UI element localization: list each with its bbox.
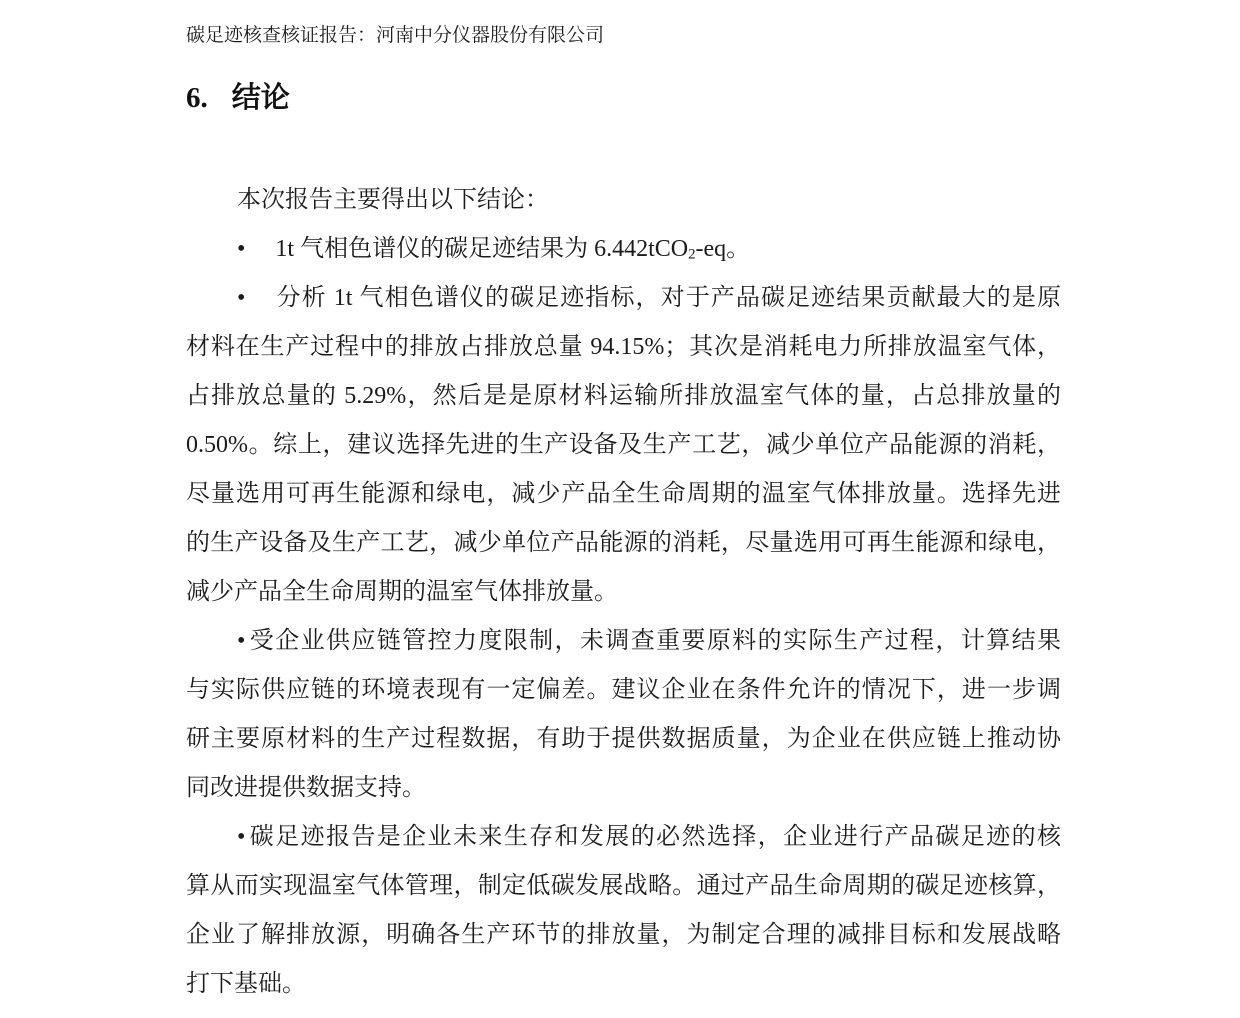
text-segment: 碳足迹报告是企业未来生存和发展的必然选择，企业进行产品碳足迹的核 (248, 824, 1061, 850)
text-line (186, 960, 1061, 1009)
bullet-marker: • (237, 824, 246, 850)
text-segment: 同改进提供数据支持。 (186, 775, 426, 801)
text-line (186, 568, 1061, 617)
running-header: 碳足迹核查核证报告：河南中分仪器股份有限公司 (186, 25, 605, 46)
paragraph-bullet (186, 813, 1061, 1009)
text-segment: 分析 1t 气相色谱仪的碳足迹指标，对于产品碳足迹结果贡献最大的是原 (275, 285, 1061, 311)
bullet-marker: • (237, 285, 246, 311)
text-segment: 1t 气相色谱仪的碳足迹结果为 6.442tCO (275, 236, 689, 262)
section-title: 结论 (231, 82, 290, 114)
text-line (186, 617, 1061, 666)
text-line (186, 764, 1061, 813)
text-segment: 受企业供应链管控力度限制，未调查重要原料的实际生产过程，计算结果 (248, 628, 1061, 654)
text-line (186, 862, 1061, 911)
text-segment: 尽量选用可再生能源和绿电，减少产品全生命周期的温室气体排放量。选择先进 (186, 481, 1061, 507)
text-segment: 算从而实现温室气体管理，制定低碳发展战略。通过产品生命周期的碳足迹核算， (186, 873, 1061, 899)
text-segment: 企业了解排放源，明确各生产环节的排放量，为制定合理的减排目标和发展战略 (186, 922, 1061, 948)
text-line (186, 372, 1061, 421)
text-segment: 材料在生产过程中的排放占排放总量 94.15%；其次是消耗电力所排放温室气体， (186, 334, 1061, 360)
text-segment: 的生产设备及生产工艺，减少单位产品能源的消耗，尽量选用可再生能源和绿电， (186, 530, 1061, 556)
section-heading (186, 80, 290, 116)
paragraph-bullet (186, 225, 1061, 274)
text-line (186, 225, 1061, 274)
text-segment: 2 (688, 246, 696, 263)
text-line (186, 519, 1061, 568)
text-line (186, 176, 1061, 225)
text-segment: 本次报告主要得出以下结论： (237, 187, 549, 213)
bullet-marker: • (237, 628, 246, 654)
text-line (186, 323, 1061, 372)
text-line (186, 470, 1061, 519)
document-body (186, 176, 1061, 1009)
text-segment: 占排放总量的 5.29%，然后是是原材料运输所排放温室气体的量，占总排放量的 (186, 383, 1061, 409)
section-number: 6. (186, 82, 208, 114)
text-line (186, 715, 1061, 764)
text-line (186, 666, 1061, 715)
text-line (186, 421, 1061, 470)
text-line (186, 274, 1061, 323)
text-line (186, 813, 1061, 862)
text-line (186, 911, 1061, 960)
text-segment: 减少产品全生命周期的温室气体排放量。 (186, 579, 618, 605)
bullet-marker: • (237, 236, 246, 262)
paragraph-bullet (186, 274, 1061, 617)
text-segment: 0.50%。综上，建议选择先进的生产设备及生产工艺，减少单位产品能源的消耗， (186, 432, 1061, 458)
paragraph-bullet (186, 617, 1061, 813)
paragraph-intro (186, 176, 1061, 225)
text-segment: 研主要原材料的生产过程数据，有助于提供数据质量，为企业在供应链上推动协 (186, 726, 1061, 752)
text-segment: 与实际供应链的环境表现有一定偏差。建议企业在条件允许的情况下，进一步调 (186, 677, 1061, 703)
text-segment: 打下基础。 (186, 971, 306, 997)
text-segment: -eq。 (695, 236, 751, 262)
